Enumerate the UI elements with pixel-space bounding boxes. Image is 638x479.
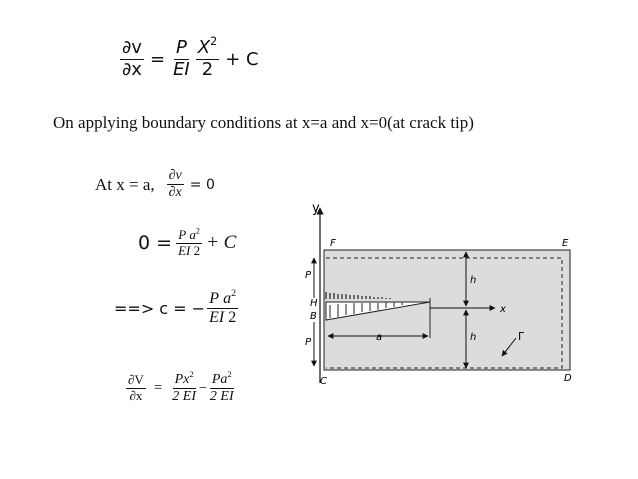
label-p-top: P <box>305 270 312 281</box>
equation-1 <box>120 35 259 80</box>
denominator-two: 2 <box>201 58 214 80</box>
symbol-p: P <box>175 37 187 58</box>
label-f: F <box>330 238 336 249</box>
fraction-px2-2ei <box>170 368 198 405</box>
derivative-dv-dx-italic <box>167 168 184 201</box>
symbol-ei: EI <box>209 309 225 327</box>
fraction-pa2 <box>176 228 202 259</box>
equation-4 <box>126 368 236 405</box>
symbol-a: a <box>223 290 232 307</box>
fraction-pa2 <box>207 290 238 328</box>
label-e: E <box>562 238 569 249</box>
label-gamma: Γ <box>518 330 525 343</box>
equation-2 <box>138 228 236 259</box>
denominator-two: 2 <box>228 309 237 327</box>
label-a: a <box>376 332 383 343</box>
symbol-ei: EI <box>178 242 191 258</box>
exponent: 2 <box>231 288 237 300</box>
minus-sign: − <box>199 380 207 396</box>
symbol-a: a <box>189 227 196 242</box>
symbol-x: X <box>197 37 211 58</box>
condition-at-x-a <box>95 168 215 201</box>
equals-sign: = <box>149 48 166 70</box>
numerator: ∂V <box>128 372 144 388</box>
exponent: 2 <box>195 226 200 236</box>
plus-constant: + C <box>206 232 237 254</box>
label-c: C <box>320 376 327 387</box>
label-y: y <box>312 201 320 216</box>
exponent: 2 <box>189 368 194 379</box>
symbol-pa: Pa <box>211 372 228 387</box>
numerator: ∂v <box>168 168 182 183</box>
label-d: D <box>564 373 572 384</box>
fraction-p-over-ei <box>171 38 192 80</box>
symbol-ei: EI <box>173 58 190 80</box>
symbol-p: P <box>209 290 220 307</box>
denominator: ∂x <box>129 388 143 404</box>
derivative-dV-dx <box>126 373 146 404</box>
denominator-2ei: 2 EI <box>209 389 234 405</box>
label-x: x <box>500 304 506 315</box>
symbol-px: Px <box>174 372 190 387</box>
label-h-point: H <box>310 298 318 309</box>
plus-constant: + C <box>225 48 259 70</box>
symbol-p: P <box>178 227 187 242</box>
boundary-statement: On applying boundary conditions at x=a and x=0(at crack tip) <box>53 113 474 132</box>
exponent: 2 <box>227 368 232 379</box>
condition-lead: At x = a, <box>95 174 155 194</box>
denominator: ∂x <box>122 58 142 80</box>
condition-value: = 0 <box>189 176 215 193</box>
denominator-2ei: 2 EI <box>172 389 196 405</box>
crack-specimen-figure <box>290 198 590 398</box>
exponent: 2 <box>210 35 218 49</box>
fraction-x2-over-2 <box>196 35 219 80</box>
implies-c-equals: ==> c = − <box>114 299 206 319</box>
zero-equals: 0 = <box>138 232 173 255</box>
numerator: ∂v <box>122 37 142 58</box>
denominator: ∂x <box>168 185 182 201</box>
equation-3 <box>114 290 238 328</box>
equals-sign: = <box>153 380 163 397</box>
label-h-bottom: h <box>470 332 477 343</box>
derivative-dv-dx <box>120 38 144 80</box>
denominator-two: 2 <box>193 242 201 258</box>
label-b-point: B <box>310 311 317 322</box>
label-p-bottom: P <box>305 337 312 348</box>
fraction-pa2-2ei <box>208 368 236 405</box>
label-h-top: h <box>470 275 477 286</box>
